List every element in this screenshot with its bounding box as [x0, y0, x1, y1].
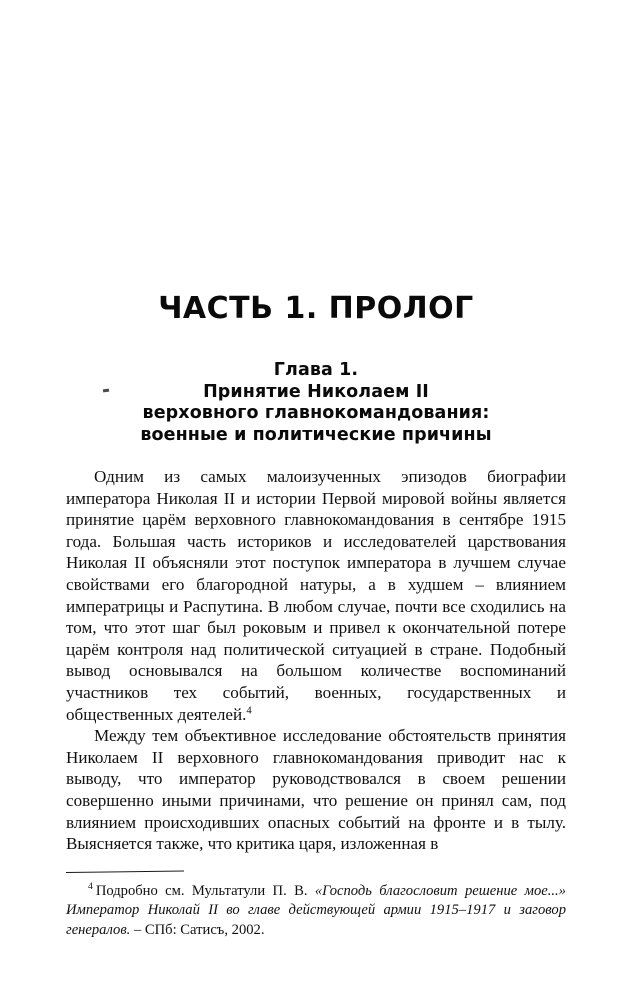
body-text	[66, 466, 566, 855]
chapter-heading	[66, 360, 566, 446]
chapter-heading-line-1: Глава 1.	[273, 360, 359, 380]
footnote-separator-rule	[66, 871, 184, 873]
footnote-imprint: – СПб: Сатисъ, 2002.	[130, 921, 265, 938]
chapter-heading-line-2: Принятие Николаем II	[203, 381, 429, 402]
footnote-title-italic: «Господь благословит решение мое...» Император Николай II во главе действующей армии 1915–1917 и заговор генералов.	[66, 883, 566, 938]
footnote-reference-marker[interactable]: 4	[246, 704, 252, 716]
footnote-number: 4	[88, 881, 93, 893]
footnote-block	[66, 882, 566, 940]
part-title: ЧАСТЬ 1. ПРОЛОГ	[158, 291, 474, 326]
footnote-entry	[66, 882, 566, 940]
paragraph-2: Между тем объективное исследование обстоятельств принятия Николаем II верховного главнокомандования приводит нас к выводу, что император руководствовался в своем решении совершенно иными причинами, что решение он принял сам, под влиянием происходивших опасных событий на фронте и в тылу. Выясняется также, что критика царя, изложенная в	[66, 726, 566, 854]
footnote-text-lead: Подробно см. Мультатули П. В.	[95, 883, 315, 899]
chapter-heading-line-4: военные и политические причины	[140, 424, 492, 445]
paragraph-1	[66, 466, 566, 725]
chapter-heading-line-3: верховного главнокомандования:	[142, 403, 490, 423]
paragraph-1-text: Одним из самых малоизученных эпизодов биографии императора Николая II и истории Первой мировой войны является принятие царём верховного главнокомандования в сентябре 1915 года. Большая часть историков и исследователей царствования Николая II объясняли этот поступок императора в лучшем случае свойствами его благородной натуры, а в худшем – влиянием императрицы и Распутина. В любом случае, почти все сходились на том, что этот шаг был роковым и привел к окончательной потере царём контроля над политической ситуацией в стране. Подобный вывод основывался на большом количестве воспоминаний участников тех событий, военных, государственных и общественных деятелей.	[66, 467, 566, 724]
